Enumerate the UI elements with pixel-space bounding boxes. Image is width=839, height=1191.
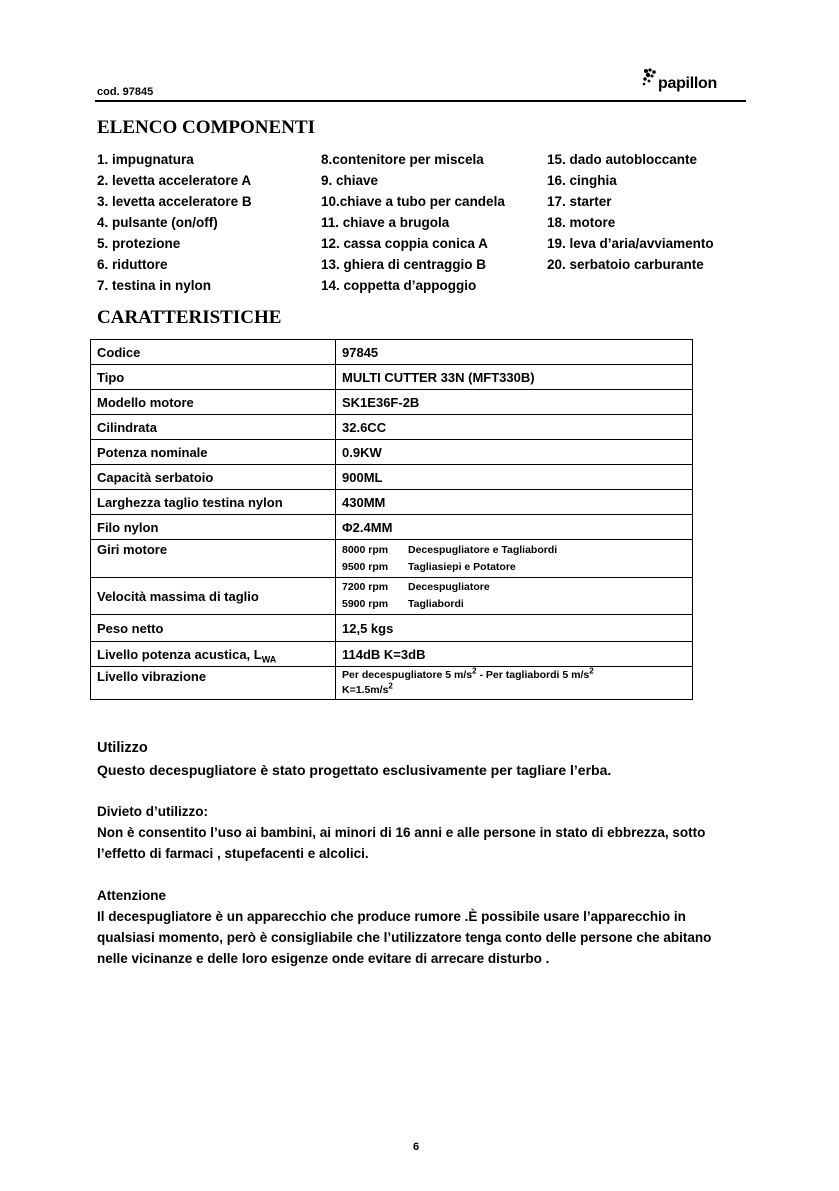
header-divider (95, 100, 746, 102)
attenzione-line: Il decespugliatore è un apparecchio che produce rumore .È possibile usare l’apparecchio in (97, 909, 686, 924)
utilizzo-title: Utilizzo (97, 740, 148, 756)
spec-value: 32.6CC (336, 415, 693, 440)
spec-value: SK1E36F-2B (336, 390, 693, 415)
utilizzo-text: Questo decespugliatore è stato progettato esclusivamente per tagliare l’erba. (97, 762, 612, 778)
spec-value: 430MM (336, 490, 693, 515)
component-item: 17. starter (547, 194, 612, 209)
spec-value: 114dB K=3dB (336, 642, 693, 667)
divieto-title: Divieto d’utilizzo: (97, 804, 208, 819)
table-row (91, 365, 693, 390)
spec-label-text: Livello potenza acustica, L (97, 646, 262, 662)
papillon-logo (640, 66, 732, 94)
rpm-use: Tagliabordi (408, 598, 464, 610)
spec-value: 900ML (336, 465, 693, 490)
component-item: 7. testina in nylon (97, 278, 212, 293)
table-row (91, 515, 693, 540)
divieto-line: Non è consentito l’uso ai bambini, ai minori di 16 anni e alle persone in stato di ebbrezza, sotto (97, 825, 706, 840)
components-column-1 (97, 149, 252, 296)
spec-label: Livello vibrazione (91, 667, 336, 700)
rpm-use: Tagliasiepi e Potatore (408, 560, 516, 573)
component-item: 3. levetta acceleratore B (97, 194, 252, 209)
spec-label: Codice (91, 340, 336, 365)
table-row (91, 465, 693, 490)
rpm-value: 7200 rpm (342, 581, 389, 593)
component-item: 6. riduttore (97, 257, 168, 272)
spec-label: Tipo (91, 365, 336, 390)
spec-label: Cilindrata (91, 415, 336, 440)
superscript: 2 (388, 681, 393, 691)
spec-label: Modello motore (91, 390, 336, 415)
table-row (91, 490, 693, 515)
components-column-2 (321, 149, 505, 296)
document-code: cod. 97845 (97, 86, 154, 98)
spec-value (336, 667, 693, 700)
component-item: 1. impugnatura (97, 152, 194, 167)
spec-value (336, 540, 693, 578)
component-item: 10.chiave a tubo per candela (321, 194, 505, 209)
superscript: 2 (589, 666, 594, 676)
component-item: 15. dado autobloccante (547, 152, 698, 167)
component-item: 12. cassa coppia conica A (321, 236, 488, 251)
rpm-use: Decespugliatore e Tagliabordi (408, 543, 558, 556)
spec-label: Velocità massima di taglio (91, 578, 336, 615)
rpm-value: 5900 rpm (342, 598, 389, 610)
table-row (91, 390, 693, 415)
rpm-value: 9500 rpm (342, 560, 389, 573)
table-row (91, 642, 693, 667)
spec-label: Peso netto (91, 615, 336, 642)
component-item: 13. ghiera di centraggio B (321, 257, 487, 272)
table-row (91, 615, 693, 642)
specs-title: CARATTERISTICHE (97, 307, 282, 328)
table-row (91, 415, 693, 440)
table-row (91, 540, 693, 578)
table-row (91, 667, 693, 700)
spec-label: Giri motore (91, 540, 336, 578)
attenzione-line: qualsiasi momento, però è consigliabile che l’utilizzatore tenga conto delle persone che abitano (97, 930, 712, 945)
spec-value: 0.9KW (336, 440, 693, 465)
spec-label: Filo nylon (91, 515, 336, 540)
table-row (91, 340, 693, 365)
attenzione-line: nelle vicinanze e delle loro esigenze onde evitare di arrecare disturbo . (97, 951, 550, 966)
superscript: 2 (472, 666, 477, 676)
component-item: 20. serbatoio carburante (547, 257, 704, 272)
specs-table (90, 339, 693, 700)
rpm-value: 8000 rpm (342, 543, 389, 556)
attenzione-title: Attenzione (97, 888, 166, 903)
page-number: 6 (413, 1141, 420, 1153)
component-item: 9. chiave (321, 173, 379, 188)
spec-value: 97845 (336, 340, 693, 365)
component-item: 18. motore (547, 215, 616, 230)
vibration-text: Per decespugliatore 5 m/s (342, 669, 473, 681)
table-row (91, 578, 693, 615)
spec-value (336, 578, 693, 615)
components-title: ELENCO COMPONENTI (97, 117, 315, 138)
component-item: 14. coppetta d’appoggio (321, 278, 477, 293)
component-item: 2. levetta acceleratore A (97, 173, 252, 188)
table-row (91, 440, 693, 465)
component-item: 5. protezione (97, 236, 181, 251)
logo-text: papillon (658, 75, 717, 92)
spec-label (91, 642, 336, 667)
spec-label: Potenza nominale (91, 440, 336, 465)
component-item: 4. pulsante (on/off) (97, 215, 218, 230)
spec-label-subscript: WA (261, 654, 277, 665)
component-item: 8.contenitore per miscela (321, 152, 484, 167)
divieto-line: l’effetto di farmaci , stupefacenti e alcolici. (97, 846, 369, 861)
spec-value: 12,5 kgs (336, 615, 693, 642)
component-item: 11. chiave a brugola (321, 215, 450, 230)
components-column-3 (547, 149, 714, 275)
vibration-text: - Per tagliabordi 5 m/s (476, 669, 590, 681)
rpm-use: Decespugliatore (408, 581, 490, 593)
spec-label: Larghezza taglio testina nylon (91, 490, 336, 515)
spec-label: Capacità serbatoio (91, 465, 336, 490)
component-item: 19. leva d’aria/avviamento (547, 236, 714, 251)
spec-value: Φ2.4MM (336, 515, 693, 540)
spec-value: MULTI CUTTER 33N (MFT330B) (336, 365, 693, 390)
vibration-text: K=1.5m/s (342, 684, 389, 696)
component-item: 16. cinghia (547, 173, 617, 188)
